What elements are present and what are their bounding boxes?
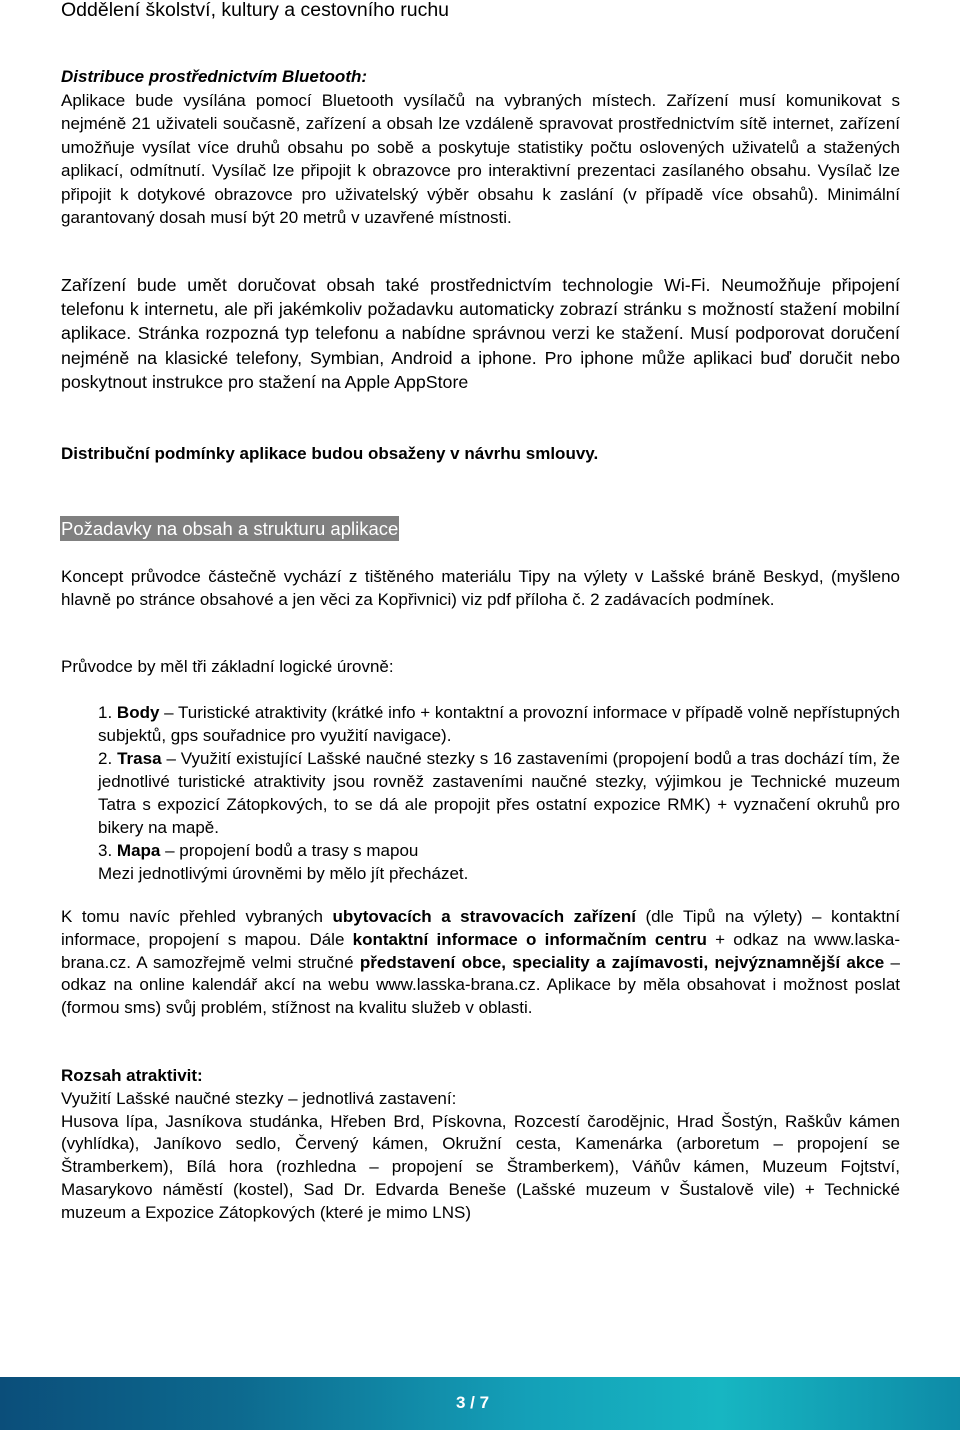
level-name: Mapa <box>116 841 161 860</box>
concept-paragraph: Koncept průvodce částečně vychází z tištěného materiálu Tipy na výlety v Lašské bráně Beskyd, (myšleno hlavně po stránce obsahové a jen věci za Kopřivnici) viz pdf příloha č. 2 zadávacích podmínek. <box>61 567 900 609</box>
requirements-heading: Požadavky na obsah a strukturu aplikace <box>61 518 399 539</box>
extra-paragraph: K tomu navíc přehled vybraných ubytovacích a stravovacích zařízení (dle Tipů na výlety) – kontaktní informace, propojení s mapou. Dále kontaktní informace o informačním centru + odkaz na www.laska-brana.cz. A samozřejmě velmi stručné představení obce, speciality a zajímavosti, nejvýznamnější akce – odkaz na online kalendář akcí na webu www.lasska-brana.cz. Aplikace by měla obsahovat i možnost poslat (formou sms) svůj problém, stížnost na kvalitu služeb v oblasti. <box>61 907 901 1018</box>
levels-list <box>98 701 900 885</box>
attractions-list: Husova lípa, Jasníkova studánka, Hřeben Brd, Pískovna, Rozcestí čarodějnic, Hrad Šostýn, Raškův kámen (vyhlídka), Janíkovo sedlo, Červený kámen, Okružní cesta, Kamenárka (arboretum – propojení se Štramberkem), Bílá hora (rozhledna – propojení se Štramberkem), Váňův kámen, Muzeum Fojtství, Masarykovo náměstí (kostel), Sad Dr. Edvarda Beneše (Lašské muzeum v Šustalově vile) + Technické muzeum a Expozice Zátopkových (které je mimo LNS) <box>61 1111 900 1222</box>
attractions-subtitle: Využití Lašské naučné stezky – jednotlivá zastavení: <box>61 1088 457 1108</box>
attractions-title: Rozsah atraktivit: <box>61 1066 203 1085</box>
bluetooth-paragraph: Aplikace bude vysílána pomocí Bluetooth vysílačů na vybraných místech. Zařízení musí komunikovat s nejméně 21 uživateli současně, zařízení a obsah lze vzdáleně spravovat prostřednictvím sítě internet, zařízení umožňuje vysílat více druhů obsahu po sobě a poskytuje statistiky počtu oslovených uživatelů a stažených aplikací, odmítnutí. Vysílač lze připojit k obrazovce pro interaktivní prezentaci zasílaného obsahu. Vysílač lze připojit k dotykové obrazovce pro uživatelský výběr obsahu k zaslání (v případě více obsahů). Minimální garantovaný dosah musí být 20 metrů v uzavřené místnosti. <box>61 91 900 228</box>
page-number: 3 / 7 <box>455 1393 490 1412</box>
level-name: Trasa <box>117 749 162 768</box>
wifi-paragraph: Zařízení bude umět doručovat obsah také prostřednictvím technologie Wi-Fi. Neumožňuje připojení telefonu k internetu, ale při jakémkoliv požadavku automaticky zobrazí stránku s možností stažení mobilní aplikace. Stránka rozpozná typ telefonu a nabídne správnou verzi ke stažení. Musí podporovat doručení nejméně na klasické telefony, Symbian, Android a iphone. Pro iphone může aplikaci buď doručit nebo poskytnout instrukce pro stažení na Apple AppStore <box>61 275 900 392</box>
distribution-conditions: Distribuční podmínky aplikace budou obsaženy v návrhu smlouvy. <box>61 444 599 463</box>
levels-note: Mezi jednotlivými úrovněmi by mělo jít přecházet. <box>98 864 469 883</box>
level-item-trasa: 2. Trasa – Využití existující Lašské naučné stezky s 16 zastaveními (propojení bodů a tras dochází tím, že jednotlivé turistické atraktivity jsou rovněž zastaveními naučné stezky, výjimkou je Technické muzeum Tatra s expozicí Zátopkových, to se dá ale propojit přes ostatní expozice RMK) + vyznačení okruhů pro bikery na mapě. <box>98 749 900 837</box>
level-item-body: 1. Body – Turistické atraktivity (krátké info + kontaktní a provozní informace v případě volně nepřístupných subjektů, gps souřadnice pro využití navigace). <box>98 703 900 745</box>
bluetooth-section-title: Distribuce prostřednictvím Bluetooth: <box>61 67 368 86</box>
attractions-section <box>61 1065 900 1225</box>
guide-intro: Průvodce by měl tři základní logické úrovně: <box>61 657 394 676</box>
level-item-mapa: 3. Mapa – propojení bodů a trasy s mapou <box>98 841 419 860</box>
level-name: Body <box>116 703 160 722</box>
page-header: Oddělení školství, kultury a cestovního ruchu <box>61 0 450 21</box>
